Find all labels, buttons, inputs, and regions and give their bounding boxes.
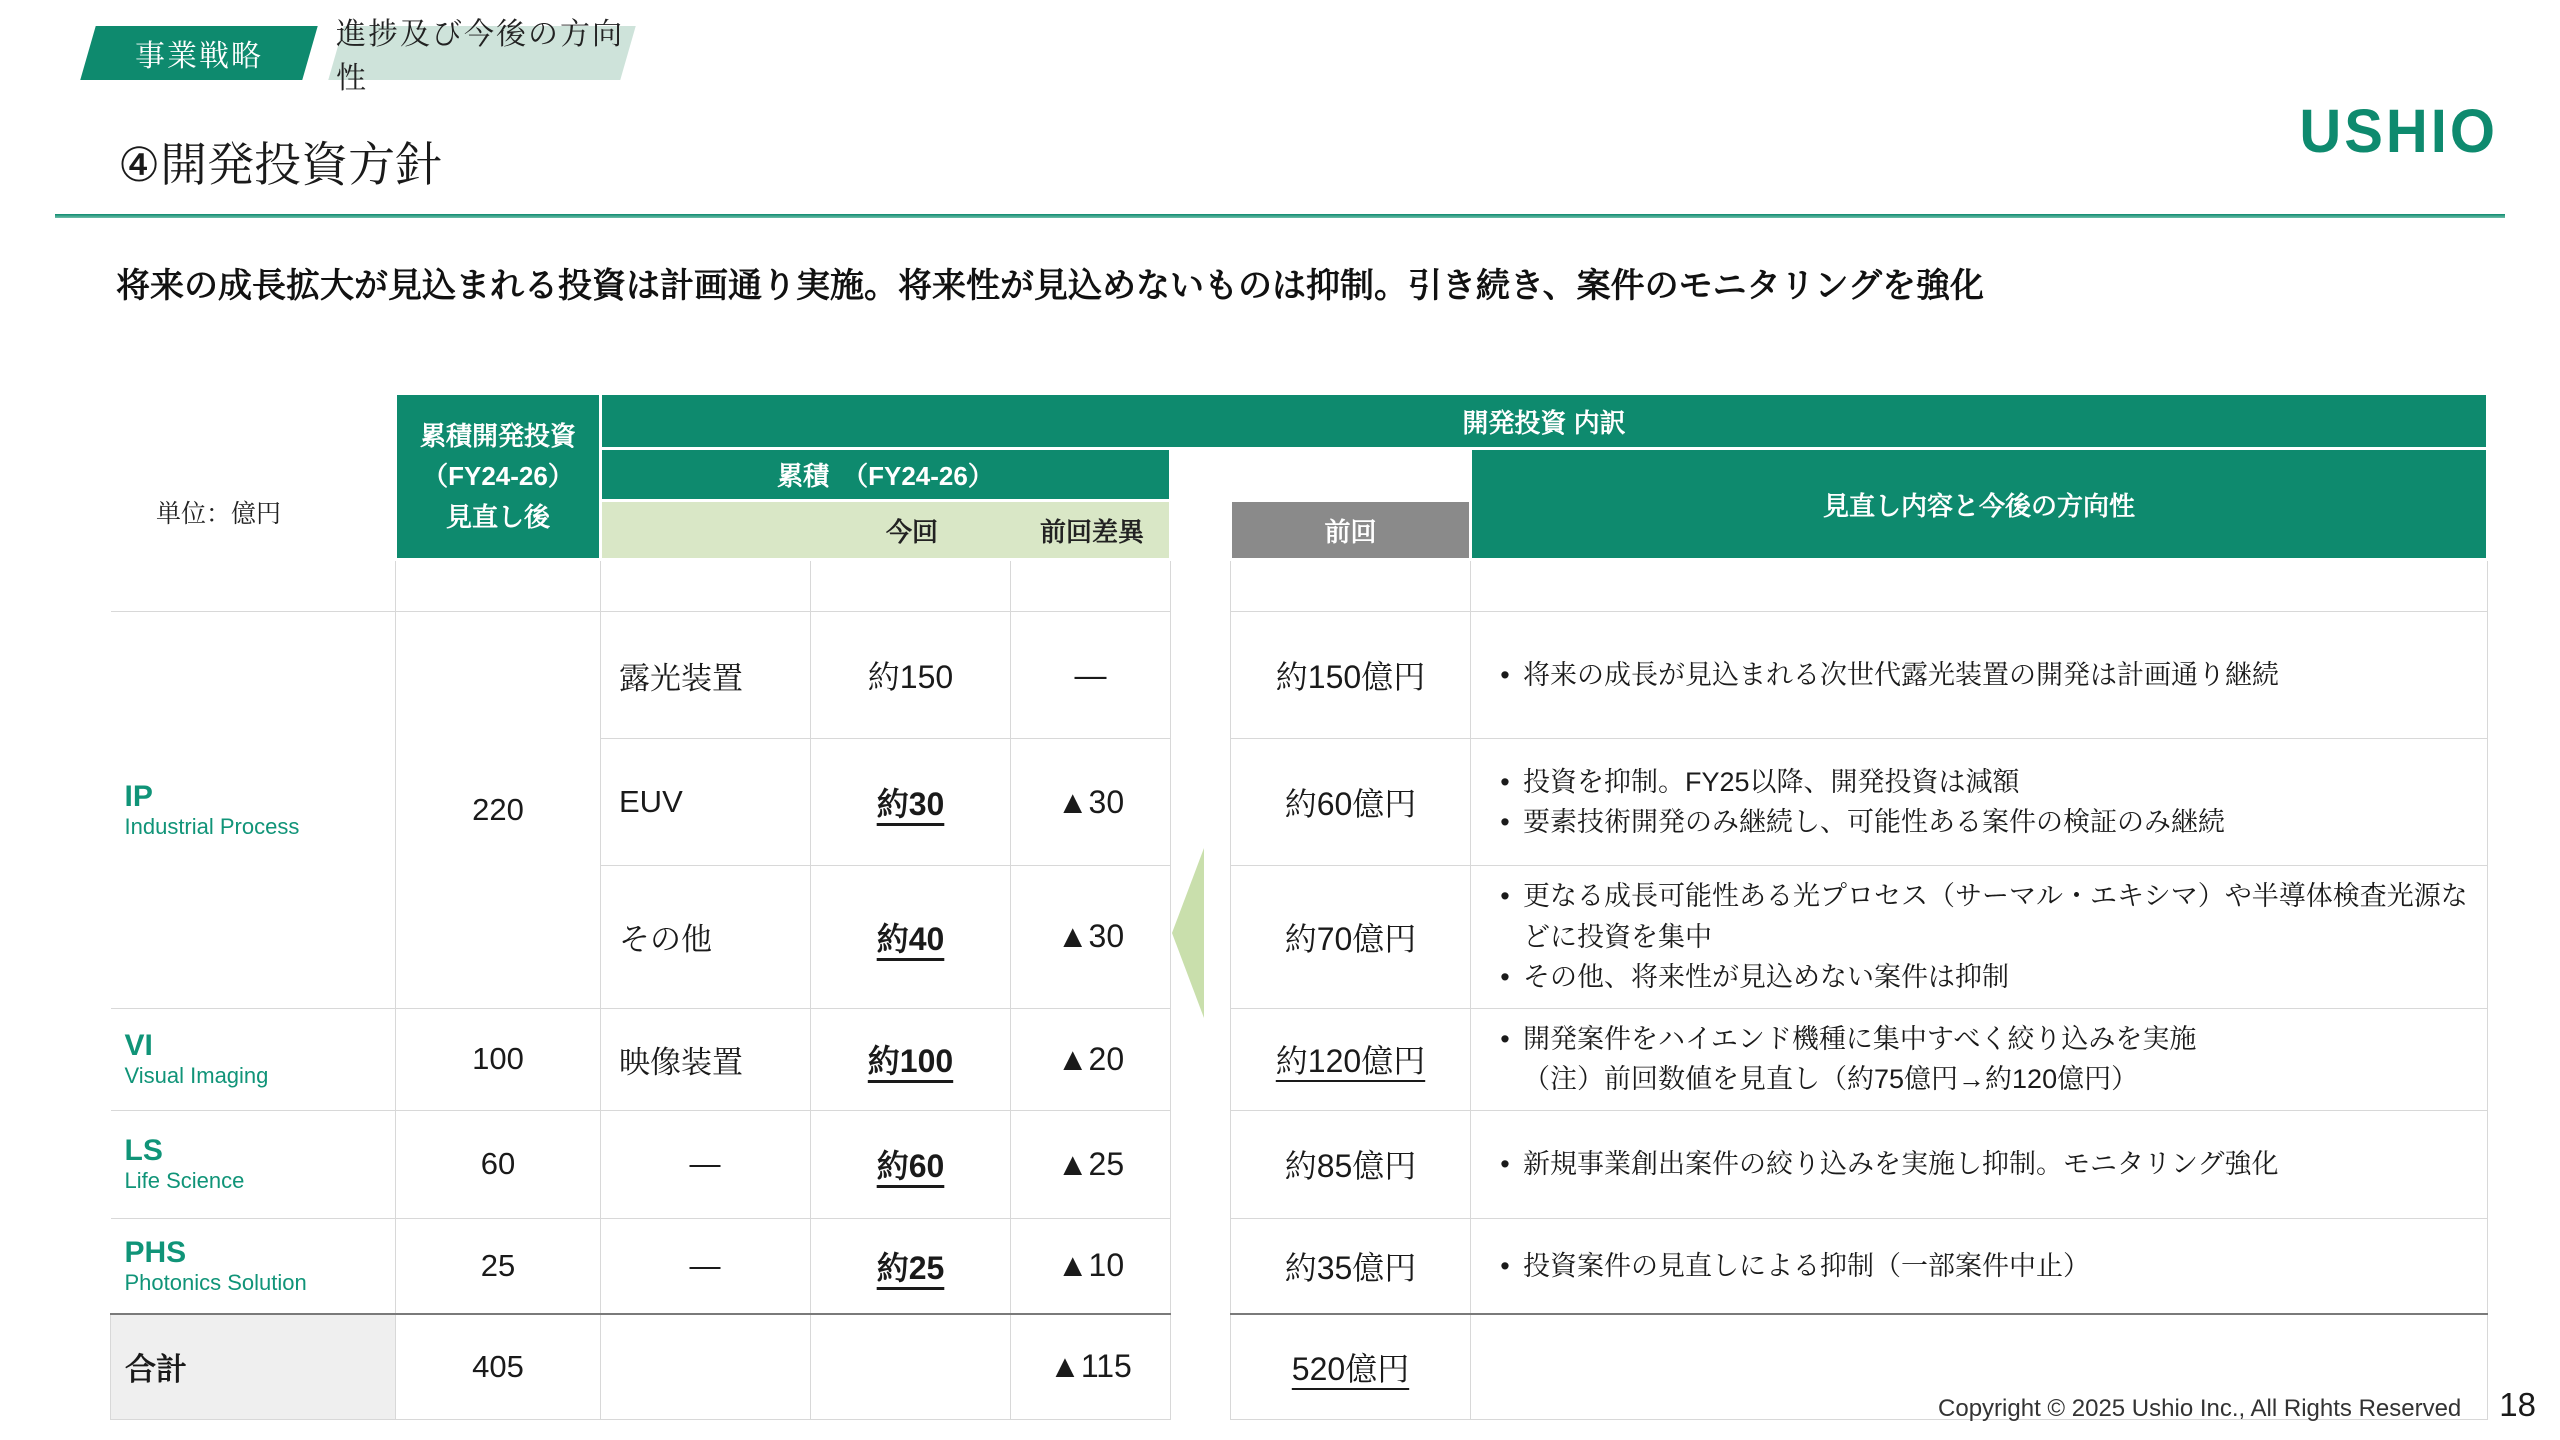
unit-note: 単位：億円 [156,500,282,528]
bullet-icon: • [1500,962,1510,992]
segment-name: Photonics Solution [124,1270,307,1295]
bullet-icon: • [1500,659,1510,690]
current-value: 約150 [867,659,954,695]
policy-bullet-text: 投資を抑制。FY25以降、開発投資は減額 [1523,766,2020,797]
previous-value: 約150億円 [1275,659,1426,695]
diff-cell [1011,1110,1171,1218]
header-col-diff: 前回差異 [1039,516,1144,547]
total-diff-cell [1011,1314,1171,1419]
previous-value: 約60億円 [1284,786,1417,822]
bullet-icon: • [1500,807,1510,837]
diff-value: ▲30 [1056,918,1125,955]
spacer-cell-gap [1171,560,1231,612]
device-cell: EUV [601,739,811,866]
segment-label-cell [111,1218,396,1314]
segment-name: Industrial Process [124,814,300,839]
header-gap [1171,449,1231,501]
policy-bullet [1487,1019,2473,1060]
previous-cell [1231,1110,1471,1218]
previous-value: 約120億円 [1275,1043,1426,1079]
previous-value: 約35億円 [1284,1249,1417,1286]
tag-progress-direction-label: 進捗及び今後の方向性 [336,18,624,95]
table-row [111,612,2488,739]
bullet-icon: • [1500,766,1510,797]
current-value: 約100 [867,1043,954,1079]
policy-bullet [1487,762,2473,803]
device-cell: その他 [601,866,811,1009]
gap-cell [1171,1218,1231,1314]
total-device-cell [601,1314,811,1419]
header-cum-investment [396,394,601,560]
policy-cell [1471,1218,2488,1314]
previous-cell [1231,866,1471,1009]
previous-value: 約85億円 [1284,1148,1417,1184]
gap-cell [1171,1314,1231,1419]
diff-value: ▲10 [1056,1247,1125,1284]
bullet-icon: • [1500,881,1510,911]
tag-business-strategy-label: 事業戦略 [135,40,263,73]
header-light-band [601,501,1171,560]
segment-code: IP [124,779,153,813]
policy-bullet-text: 新規事業創出案件の絞り込みを実施し抑制。モニタリング強化 [1523,1148,2279,1179]
header-policy: 見直し内容と今後の方向性 [1471,449,2488,560]
current-cell [811,612,1011,739]
policy-cell [1471,1110,2488,1218]
ushio-logo: USHIO [2299,97,2498,166]
header-gap-2 [1171,501,1231,560]
total-current-cell [811,1314,1011,1419]
policy-bullet [1487,1144,2473,1185]
policy-bullet [1487,957,2473,998]
policy-bullet [1487,1059,2473,1100]
current-cell [811,1218,1011,1314]
policy-bullet [1487,1246,2473,1287]
bullet-icon: • [1500,1023,1510,1054]
policy-bullet-text: （注）前回数値を見直し（約75億円→約120億円） [1523,1064,2139,1094]
segment-label-cell [111,612,396,1009]
previous-cell [1231,612,1471,739]
current-cell [811,866,1011,1009]
headline: 将来の成長拡大が見込まれる投資は計画通り実施。将来性が見込めないものは抑制。引き続き、案件のモニタリングを強化 [116,267,1984,305]
current-value: 約60 [876,1148,945,1184]
header-above-previous [1231,449,1471,501]
current-value: 約30 [876,786,945,822]
segment-code: LS [124,1133,163,1167]
table-row [111,1218,2488,1314]
total-label: 合計 [111,1314,396,1419]
segment-code: VI [124,1028,153,1062]
current-cell [811,1110,1011,1218]
gap-cell [1171,1110,1231,1218]
diff-value: ▲20 [1056,1040,1125,1077]
current-value: 約40 [876,920,945,957]
total-previous-cell [1231,1314,1471,1419]
table-row [111,1008,2488,1110]
cum-investment-value: 60 [396,1110,601,1218]
copyright-text: Copyright © 2025 Ushio Inc., All Rights Reserved [1938,1395,2462,1422]
diff-value: ▲30 [1056,783,1125,820]
investment-table [110,392,2489,1420]
spacer-cell-cum [396,560,601,612]
segment-code: PHS [124,1235,187,1269]
current-cell [811,739,1011,866]
device-cell: ― [601,1218,811,1314]
header-breakdown: 開発投資 内訳 [601,394,2488,449]
device-cell: 露光装置 [601,612,811,739]
table-row [111,1110,2488,1218]
policy-bullet-text: 開発案件をハイエンド機種に集中すべく絞り込みを実施 [1523,1023,2197,1054]
bullet-icon: • [1500,1148,1510,1179]
spacer-cell-cur [811,560,1011,612]
cum-investment-value: 100 [396,1008,601,1110]
header-cum-line2: （FY24-26） [422,461,574,492]
gap-cell [1171,612,1231,739]
policy-cell [1471,866,2488,1009]
previous-cell [1231,739,1471,866]
segment-label-cell [111,1110,396,1218]
gap-cell [1171,1008,1231,1110]
policy-bullet-text: 投資案件の見直しによる抑制（一部案件中止） [1523,1250,2090,1281]
previous-value: 約70億円 [1284,920,1417,957]
policy-bullet-text: 更なる成長可能性ある光プロセス（サーマル・エキシマ）や半導体検査光源などに投資を集中 [1523,881,2468,952]
total-diff-value: ▲115 [1049,1348,1132,1385]
device-cell: 映像装置 [601,1008,811,1110]
title-divider [55,214,2505,218]
cum-investment-value: 25 [396,1218,601,1314]
previous-cell [1231,1008,1471,1110]
segment-label-cell [111,1008,396,1110]
diff-cell [1011,612,1171,739]
spacer-cell-pol [1471,560,2488,612]
policy-bullet-text: 要素技術開発のみ継続し、可能性ある案件の検証のみ継続 [1523,807,2225,837]
policy-bullet-text: その他、将来性が見込めない案件は抑制 [1523,962,2009,992]
header-empty-corner [111,394,396,560]
policy-bullet [1487,655,2473,696]
device-cell: ― [601,1110,811,1218]
policy-bullet [1487,802,2473,843]
bullet-icon: • [1500,1250,1510,1281]
spacer-cell-dev [601,560,811,612]
policy-cell [1471,612,2488,739]
segment-name: Life Science [124,1168,245,1194]
tag-progress-direction [328,18,635,95]
header-cum-line3: 見直し後 [445,501,550,532]
spacer-cell-label [111,560,396,612]
header-cum-line1: 累積開発投資 [419,421,576,452]
header-cumulative-span: 累積 （FY24-26） [601,449,1171,501]
table-spacer-row [111,560,2488,612]
gap-cell [1171,739,1231,866]
bullet-indent [1487,1059,1523,1100]
header-col-previous: 前回 [1231,501,1471,560]
policy-bullet-text: 将来の成長が見込まれる次世代露光装置の開発は計画通り継続 [1523,659,2279,690]
header-light-band-inner [602,502,1169,558]
current-cell [811,1008,1011,1110]
total-cum-value: 405 [396,1314,601,1419]
footer [1938,1386,2536,1424]
diff-cell [1011,739,1171,866]
page-title: ④開発投資方針 [118,138,443,191]
tag-business-strategy [80,26,317,80]
diff-cell [1011,866,1171,1009]
spacer-cell-prev [1231,560,1471,612]
header-row-breakdown [111,394,2488,449]
segment-name: Visual Imaging [124,1063,269,1089]
total-previous-value: 520億円 [1291,1350,1410,1387]
policy-cell [1471,1008,2488,1110]
header-col-current: 今回 [885,516,938,547]
diff-value: ▲25 [1056,1145,1125,1182]
diff-cell [1011,1008,1171,1110]
diff-cell [1011,1218,1171,1314]
policy-bullet [1487,876,2473,957]
current-value: 約25 [876,1249,945,1286]
spacer-cell-diff [1011,560,1171,612]
cum-investment-value: 220 [396,612,601,1009]
policy-cell [1471,739,2488,866]
page-number: 18 [2499,1386,2536,1423]
previous-cell [1231,1218,1471,1314]
diff-value: ― [1074,656,1107,693]
